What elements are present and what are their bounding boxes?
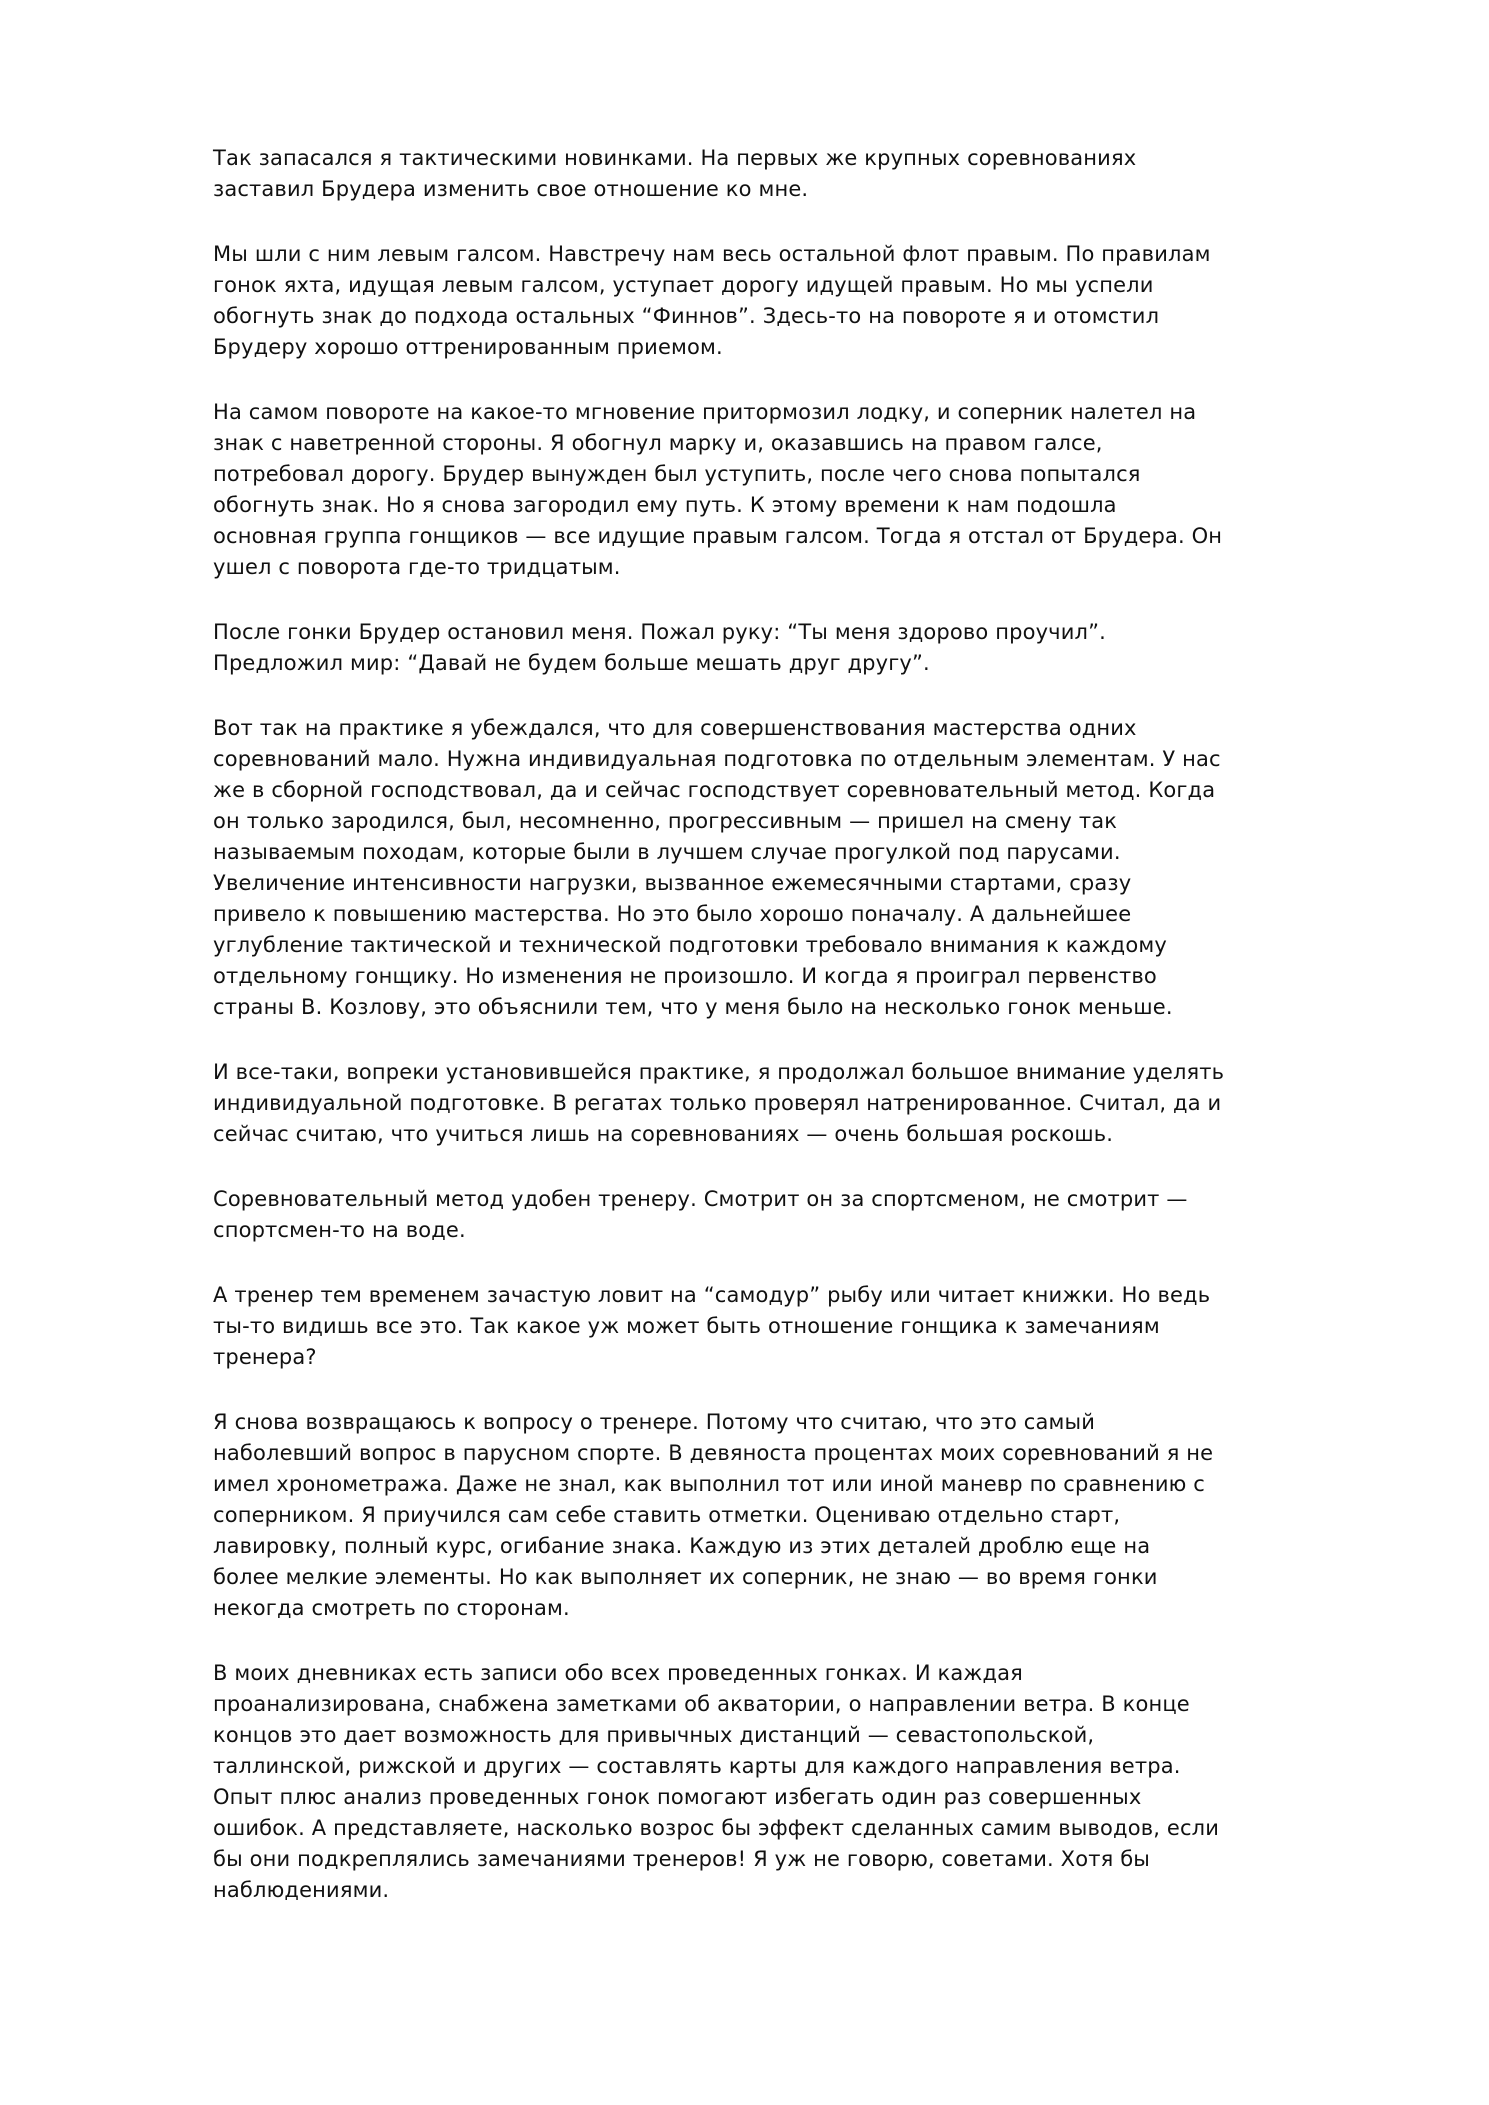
text-line: Брудеру хорошо оттренированным приемом. bbox=[213, 335, 723, 359]
paragraph-6 bbox=[213, 1057, 1413, 1150]
text-line: соперником. Я приучился сам себе ставить отметки. Оцениваю отдельно старт, bbox=[213, 1503, 1121, 1527]
text-line: потребовал дорогу. Брудер вынужден был уступить, после чего снова попытался bbox=[213, 462, 1141, 486]
paragraph-3 bbox=[213, 397, 1413, 583]
text-line: же в сборной господствовал, да и сейчас господствует соревновательный метод. Когда bbox=[213, 778, 1216, 802]
text-line: Я снова возвращаюсь к вопросу о тренере. Потому что считаю, что это самый bbox=[213, 1410, 1096, 1434]
paragraph-4 bbox=[213, 617, 1413, 679]
text-line: привело к повышению мастерства. Но это было хорошо поначалу. А дальнейшее bbox=[213, 902, 1132, 926]
text-line: индивидуальной подготовке. В регатах только проверял натренированное. Считал, да и bbox=[213, 1091, 1222, 1115]
text-line: Так запасался я тактическими новинками. На первых же крупных соревнованиях bbox=[213, 146, 1137, 170]
text-line: Предложил мир: “Давай не будем больше мешать друг другу”. bbox=[213, 651, 930, 675]
text-line: сейчас считаю, что учиться лишь на соревнованиях — очень большая роскошь. bbox=[213, 1122, 1114, 1146]
text-line: ушел с поворота где-то тридцатым. bbox=[213, 555, 621, 579]
text-line: спортсмен-то на воде. bbox=[213, 1218, 466, 1242]
text-line: называемым походам, которые были в лучшем случае прогулкой под парусами. bbox=[213, 840, 1121, 864]
document-body bbox=[213, 143, 1413, 1940]
paragraph-8 bbox=[213, 1280, 1413, 1373]
text-line: знак с наветренной стороны. Я обогнул марку и, оказавшись на правом галсе, bbox=[213, 431, 1103, 455]
text-line: таллинской, рижской и других — составлять карты для каждого направления ветра. bbox=[213, 1754, 1181, 1778]
paragraph-2 bbox=[213, 239, 1413, 363]
paragraph-1 bbox=[213, 143, 1413, 205]
text-line: заставил Брудера изменить свое отношение ко мне. bbox=[213, 177, 809, 201]
text-line: А тренер тем временем зачастую ловит на “самодур” рыбу или читает книжки. Но ведь bbox=[213, 1283, 1211, 1307]
text-line: он только зародился, был, несомненно, прогрессивным — пришел на смену так bbox=[213, 809, 1118, 833]
text-line: ты-то видишь все это. Так какое уж может быть отношение гонщика к замечаниям bbox=[213, 1314, 1160, 1338]
text-line: концов это дает возможность для привычных дистанций — севастопольской, bbox=[213, 1723, 1095, 1747]
text-line: углубление тактической и технической подготовки требовало внимания к каждому bbox=[213, 933, 1167, 957]
text-line: Опыт плюс анализ проведенных гонок помогают избегать один раз совершенных bbox=[213, 1785, 1142, 1809]
text-line: обогнуть знак. Но я снова загородил ему путь. К этому времени к нам подошла bbox=[213, 493, 1117, 517]
text-line: более мелкие элементы. Но как выполняет их соперник, не знаю — во время гонки bbox=[213, 1565, 1158, 1589]
text-line: проанализирована, снабжена заметками об акватории, о направлении ветра. В конце bbox=[213, 1692, 1190, 1716]
text-line: соревнований мало. Нужна индивидуальная подготовка по отдельным элементам. У нас bbox=[213, 747, 1221, 771]
text-line: Увеличение интенсивности нагрузки, вызванное ежемесячными стартами, сразу bbox=[213, 871, 1132, 895]
text-line: Мы шли с ним левым галсом. Навстречу нам весь остальной флот правым. По правилам bbox=[213, 242, 1211, 266]
paragraph-10 bbox=[213, 1658, 1413, 1906]
text-line: Вот так на практике я убеждался, что для совершенствования мастерства одних bbox=[213, 716, 1137, 740]
text-line: наболевший вопрос в парусном спорте. В девяноста процентах моих соревнований я не bbox=[213, 1441, 1214, 1465]
paragraph-9 bbox=[213, 1407, 1413, 1624]
text-line: Соревновательный метод удобен тренеру. Смотрит он за спортсменом, не смотрит — bbox=[213, 1187, 1188, 1211]
text-line: тренера? bbox=[213, 1345, 317, 1369]
text-line: некогда смотреть по сторонам. bbox=[213, 1596, 570, 1620]
text-line: После гонки Брудер остановил меня. Пожал руку: “Ты меня здорово проучил”. bbox=[213, 620, 1106, 644]
text-line: имел хронометража. Даже не знал, как выполнил тот или иной маневр по сравнению с bbox=[213, 1472, 1205, 1496]
text-line: основная группа гонщиков — все идущие правым галсом. Тогда я отстал от Брудера. Он bbox=[213, 524, 1223, 548]
text-line: ошибок. А представляете, насколько возрос бы эффект сделанных самим выводов, если bbox=[213, 1816, 1220, 1840]
text-line: наблюдениями. bbox=[213, 1878, 390, 1902]
text-line: гонок яхта, идущая левым галсом, уступает дорогу идущей правым. Но мы успели bbox=[213, 273, 1154, 297]
paragraph-5 bbox=[213, 713, 1413, 1023]
text-line: обогнуть знак до подхода остальных “Финнов”. Здесь-то на повороте я и отомстил bbox=[213, 304, 1160, 328]
text-line: И все-таки, вопреки установившейся практике, я продолжал большое внимание уделять bbox=[213, 1060, 1225, 1084]
paragraph-7 bbox=[213, 1184, 1413, 1246]
text-line: отдельному гонщику. Но изменения не произошло. И когда я проиграл первенство bbox=[213, 964, 1157, 988]
text-line: В моих дневниках есть записи обо всех проведенных гонках. И каждая bbox=[213, 1661, 1023, 1685]
text-line: На самом повороте на какое-то мгновение притормозил лодку, и соперник налетел на bbox=[213, 400, 1197, 424]
text-line: страны В. Козлову, это объяснили тем, что у меня было на несколько гонок меньше. bbox=[213, 995, 1173, 1019]
text-line: лавировку, полный курс, огибание знака. Каждую из этих деталей дроблю еще на bbox=[213, 1534, 1151, 1558]
text-line: бы они подкреплялись замечаниями тренеров! Я уж не говорю, советами. Хотя бы bbox=[213, 1847, 1151, 1871]
